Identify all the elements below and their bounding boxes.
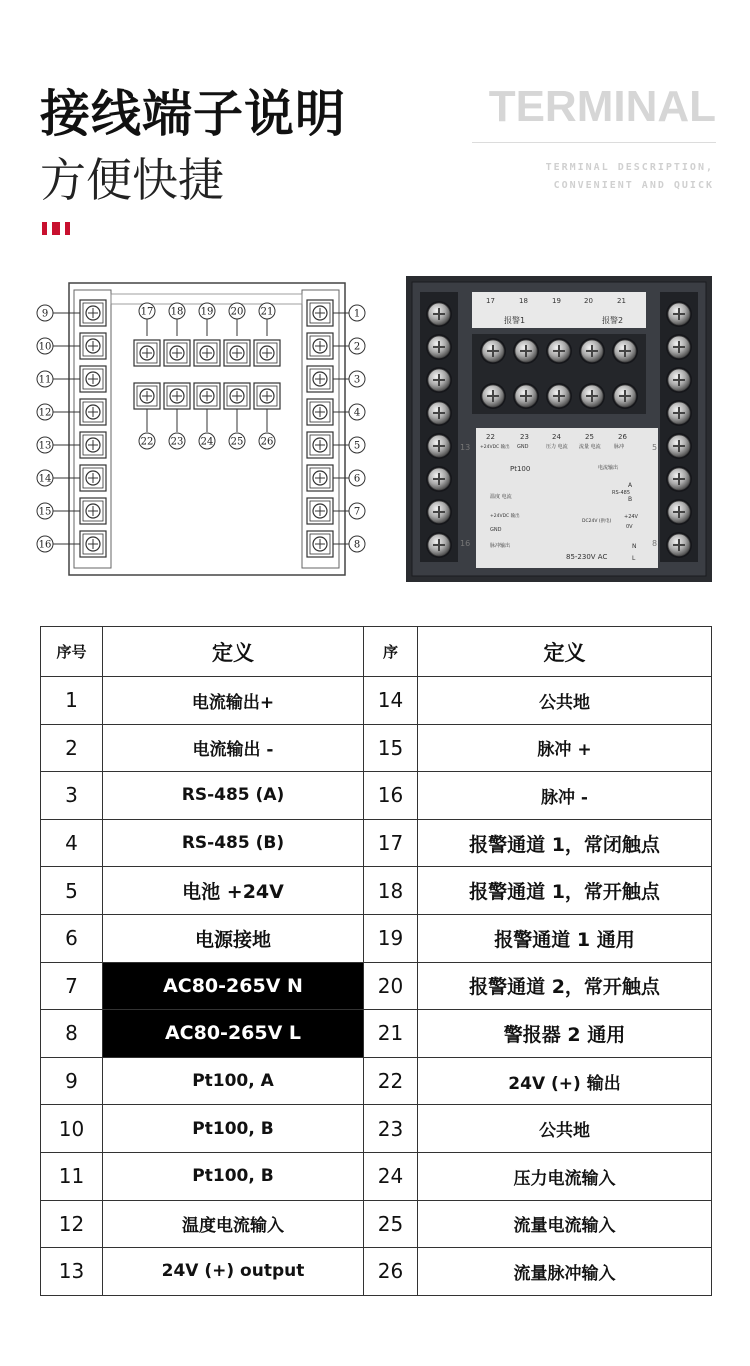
cell-index: 17 bbox=[364, 819, 418, 867]
cell-definition: 公共地 bbox=[418, 1105, 712, 1153]
photo-alarm2: 报警2 bbox=[602, 316, 624, 325]
terminal-number-23 bbox=[169, 433, 185, 449]
photo-screw-right bbox=[666, 301, 692, 327]
svg-text:7: 7 bbox=[353, 506, 361, 518]
photo-dc24v: DC24V (供电) bbox=[582, 519, 612, 524]
terminal-number-4 bbox=[349, 404, 365, 420]
photo-l: L bbox=[632, 555, 636, 562]
terminal-number-15 bbox=[37, 503, 53, 519]
cell-index: 13 bbox=[41, 1248, 103, 1296]
photo-gnd: GND bbox=[517, 444, 529, 450]
cell-definition: Pt100, A bbox=[103, 1057, 364, 1105]
terminal-number-3 bbox=[349, 371, 365, 387]
terminal-screw-10 bbox=[80, 333, 106, 359]
cell-index: 22 bbox=[364, 1057, 418, 1105]
svg-text:16: 16 bbox=[38, 539, 52, 551]
cell-definition: 报警通道 1，常闭触点 bbox=[418, 819, 712, 867]
terminal-number-25 bbox=[229, 433, 245, 449]
photo-a: A bbox=[628, 482, 633, 489]
photo-top-18: 18 bbox=[519, 297, 528, 305]
english-subtitle-line2: CONVENIENT AND QUICK bbox=[553, 180, 714, 191]
svg-text:2: 2 bbox=[353, 341, 361, 353]
terminal-screw-6 bbox=[307, 465, 333, 491]
cell-definition: Pt100, B bbox=[103, 1105, 364, 1153]
svg-text:26: 26 bbox=[260, 436, 274, 448]
svg-text:6: 6 bbox=[353, 473, 361, 485]
cell-index: 26 bbox=[364, 1248, 418, 1296]
table-row bbox=[41, 1057, 712, 1105]
terminal-number-17 bbox=[139, 303, 155, 319]
cell-index: 11 bbox=[41, 1152, 103, 1200]
cell-definition: 温度电流输入 bbox=[103, 1200, 364, 1248]
terminal-screw-23 bbox=[164, 383, 190, 409]
cell-definition: 公共地 bbox=[418, 677, 712, 725]
terminal-screw-26 bbox=[254, 383, 280, 409]
terminal-number-13 bbox=[37, 437, 53, 453]
photo-screw-bottom-row bbox=[579, 383, 605, 409]
photo-24v-out: +24VDC 输出 bbox=[490, 514, 520, 519]
svg-text:9: 9 bbox=[41, 308, 49, 320]
terminal-screw-4 bbox=[307, 399, 333, 425]
title-divider bbox=[472, 142, 716, 143]
cell-definition: 24V (+) output bbox=[103, 1248, 364, 1296]
table-row bbox=[41, 1200, 712, 1248]
terminal-screw-14 bbox=[80, 465, 106, 491]
svg-text:15: 15 bbox=[38, 506, 52, 518]
terminal-screw-21 bbox=[254, 340, 280, 366]
terminal-screw-17 bbox=[134, 340, 160, 366]
photo-top-20: 20 bbox=[584, 297, 593, 305]
cell-index: 2 bbox=[41, 724, 103, 772]
photo-b: B bbox=[628, 496, 633, 503]
photo-panel-26: 26 bbox=[618, 433, 627, 441]
terminal-screw-3 bbox=[307, 366, 333, 392]
cell-definition: Pt100, B bbox=[103, 1152, 364, 1200]
photo-screw-right bbox=[666, 532, 692, 558]
photo-panel-23: 23 bbox=[520, 433, 529, 441]
cell-definition: 报警通道 1，常开触点 bbox=[418, 867, 712, 915]
cell-definition: 电池 +24V bbox=[103, 867, 364, 915]
photo-n: N bbox=[632, 543, 637, 550]
terminal-number-21 bbox=[259, 303, 275, 319]
photo-top-17: 17 bbox=[486, 297, 495, 305]
cell-index: 7 bbox=[41, 962, 103, 1010]
terminal-number-1 bbox=[349, 305, 365, 321]
cell-index: 20 bbox=[364, 962, 418, 1010]
terminal-number-7 bbox=[349, 503, 365, 519]
cell-definition: 24V (+) 输出 bbox=[418, 1057, 712, 1105]
photo-screw-left bbox=[426, 466, 452, 492]
table-row bbox=[41, 819, 712, 867]
terminal-screw-13 bbox=[80, 432, 106, 458]
table-row bbox=[41, 772, 712, 820]
photo-screw-right bbox=[666, 367, 692, 393]
cell-index: 16 bbox=[364, 772, 418, 820]
terminal-screw-7 bbox=[307, 498, 333, 524]
cell-definition: 流量脉冲输入 bbox=[418, 1248, 712, 1296]
photo-pulse-out: 脉冲输出 bbox=[490, 543, 511, 549]
svg-text:13: 13 bbox=[38, 440, 52, 452]
terminal-diagram bbox=[36, 280, 366, 580]
cell-index: 14 bbox=[364, 677, 418, 725]
photo-screw-bottom-row bbox=[612, 383, 638, 409]
svg-text:18: 18 bbox=[170, 306, 184, 318]
photo-screw-bottom-row bbox=[546, 383, 572, 409]
table-row bbox=[41, 914, 712, 962]
photo-screw-bottom-row bbox=[513, 383, 539, 409]
page-subtitle: 方便快捷 bbox=[40, 153, 224, 207]
svg-text:8: 8 bbox=[353, 539, 361, 551]
cell-definition: 脉冲 + bbox=[418, 724, 712, 772]
photo-top-19: 19 bbox=[552, 297, 561, 305]
cell-definition: 电源接地 bbox=[103, 914, 364, 962]
table-header-row bbox=[41, 627, 712, 677]
cell-index: 6 bbox=[41, 914, 103, 962]
photo-panel-24: 24 bbox=[552, 433, 561, 441]
terminal-number-6 bbox=[349, 470, 365, 486]
english-subtitle-line1: TERMINAL DESCRIPTION, bbox=[545, 162, 714, 173]
svg-text:11: 11 bbox=[38, 374, 52, 386]
header-index-2: 序 bbox=[364, 627, 418, 677]
table-row bbox=[41, 962, 712, 1010]
terminal-number-10 bbox=[37, 338, 53, 354]
photo-screw-top-row bbox=[579, 338, 605, 364]
terminal-screw-18 bbox=[164, 340, 190, 366]
photo-screw-left bbox=[426, 499, 452, 525]
photo-screw-top-row bbox=[480, 338, 506, 364]
terminal-number-19 bbox=[199, 303, 215, 319]
photo-side-5: 5 bbox=[652, 443, 658, 452]
photo-pt100: Pt100 bbox=[510, 465, 531, 473]
photo-pressure: 压力 电流 bbox=[546, 444, 568, 450]
header-index: 序号 bbox=[41, 627, 103, 677]
cell-definition-highlight: AC80-265V N bbox=[103, 962, 364, 1010]
terminal-number-18 bbox=[169, 303, 185, 319]
table-row bbox=[41, 1010, 712, 1058]
table-row bbox=[41, 1105, 712, 1153]
svg-text:17: 17 bbox=[140, 306, 154, 318]
cell-definition: 电流输出+ bbox=[103, 677, 364, 725]
photo-alarm1: 报警1 bbox=[504, 316, 526, 325]
photo-flow: 流量 电流 bbox=[579, 444, 601, 450]
terminal-screw-19 bbox=[194, 340, 220, 366]
photo-pulse: 脉冲 bbox=[614, 444, 625, 450]
svg-text:1: 1 bbox=[353, 308, 361, 320]
cell-index: 19 bbox=[364, 914, 418, 962]
photo-gnd2: GND bbox=[490, 527, 502, 533]
photo-screw-left bbox=[426, 301, 452, 327]
svg-text:21: 21 bbox=[260, 306, 274, 318]
svg-text:3: 3 bbox=[353, 374, 361, 386]
photo-screw-top-row bbox=[546, 338, 572, 364]
table-row bbox=[41, 1248, 712, 1296]
photo-screw-right bbox=[666, 400, 692, 426]
photo-screw-left bbox=[426, 400, 452, 426]
rear-panel-photo bbox=[406, 276, 712, 582]
cell-index: 21 bbox=[364, 1010, 418, 1058]
terminal-screw-9 bbox=[80, 300, 106, 326]
cell-index: 18 bbox=[364, 867, 418, 915]
header-definition-2: 定义 bbox=[418, 627, 712, 677]
cell-definition: RS-485 (B) bbox=[103, 819, 364, 867]
cell-index: 3 bbox=[41, 772, 103, 820]
cell-index: 25 bbox=[364, 1200, 418, 1248]
terminal-screw-25 bbox=[224, 383, 250, 409]
photo-0v: 0V bbox=[626, 524, 633, 530]
table-row bbox=[41, 867, 712, 915]
terminal-number-20 bbox=[229, 303, 245, 319]
terminal-number-24 bbox=[199, 433, 215, 449]
cell-index: 4 bbox=[41, 819, 103, 867]
english-title: TERMINAL bbox=[488, 82, 716, 131]
svg-text:14: 14 bbox=[38, 473, 52, 485]
terminal-screw-24 bbox=[194, 383, 220, 409]
terminal-screw-5 bbox=[307, 432, 333, 458]
photo-side-13: 13 bbox=[460, 443, 471, 452]
cell-index: 9 bbox=[41, 1057, 103, 1105]
terminal-screw-16 bbox=[80, 531, 106, 557]
cell-definition: 压力电流输入 bbox=[418, 1152, 712, 1200]
photo-panel-25: 25 bbox=[585, 433, 594, 441]
photo-rs485: RS-485 bbox=[612, 490, 630, 496]
svg-text:25: 25 bbox=[230, 436, 244, 448]
terminal-screw-12 bbox=[80, 399, 106, 425]
photo-screw-right bbox=[666, 334, 692, 360]
terminal-number-12 bbox=[37, 404, 53, 420]
photo-screw-left bbox=[426, 367, 452, 393]
svg-text:22: 22 bbox=[140, 436, 154, 448]
photo-side-16: 16 bbox=[460, 539, 471, 548]
svg-text:23: 23 bbox=[170, 436, 184, 448]
table-row bbox=[41, 1152, 712, 1200]
photo-plus24v: +24V bbox=[624, 514, 638, 520]
cell-index: 5 bbox=[41, 867, 103, 915]
terminal-screw-11 bbox=[80, 366, 106, 392]
cell-index: 23 bbox=[364, 1105, 418, 1153]
photo-screw-top-row bbox=[612, 338, 638, 364]
cell-definition-highlight: AC80-265V L bbox=[103, 1010, 364, 1058]
svg-text:24: 24 bbox=[200, 436, 214, 448]
cell-index: 8 bbox=[41, 1010, 103, 1058]
cell-index: 12 bbox=[41, 1200, 103, 1248]
svg-text:10: 10 bbox=[38, 341, 52, 353]
cell-definition: RS-485 (A) bbox=[103, 772, 364, 820]
cell-definition: 警报器 2 通用 bbox=[418, 1010, 712, 1058]
terminal-screw-20 bbox=[224, 340, 250, 366]
photo-panel-22: 22 bbox=[486, 433, 495, 441]
photo-temp: 温度 电流 bbox=[490, 494, 512, 500]
terminal-number-8 bbox=[349, 536, 365, 552]
photo-screw-left bbox=[426, 433, 452, 459]
cell-index: 15 bbox=[364, 724, 418, 772]
terminal-number-26 bbox=[259, 433, 275, 449]
accent-mark bbox=[42, 222, 70, 235]
cell-definition: 电流输出 - bbox=[103, 724, 364, 772]
svg-text:4: 4 bbox=[353, 407, 361, 419]
svg-text:5: 5 bbox=[353, 440, 361, 452]
svg-text:20: 20 bbox=[230, 306, 244, 318]
photo-screw-left bbox=[426, 334, 452, 360]
terminal-number-22 bbox=[139, 433, 155, 449]
photo-screw-left bbox=[426, 532, 452, 558]
terminal-number-5 bbox=[349, 437, 365, 453]
photo-top-21: 21 bbox=[617, 297, 626, 305]
terminal-number-14 bbox=[37, 470, 53, 486]
table-row bbox=[41, 677, 712, 725]
cell-definition: 脉冲 - bbox=[418, 772, 712, 820]
terminal-screw-1 bbox=[307, 300, 333, 326]
terminal-screw-8 bbox=[307, 531, 333, 557]
svg-text:12: 12 bbox=[38, 407, 52, 419]
cell-index: 10 bbox=[41, 1105, 103, 1153]
terminal-screw-22 bbox=[134, 383, 160, 409]
photo-screw-bottom-row bbox=[480, 383, 506, 409]
photo-screw-right bbox=[666, 433, 692, 459]
terminal-number-9 bbox=[37, 305, 53, 321]
header-definition: 定义 bbox=[103, 627, 364, 677]
svg-text:19: 19 bbox=[200, 306, 214, 318]
cell-definition: 流量电流输入 bbox=[418, 1200, 712, 1248]
page-title: 接线端子说明 bbox=[40, 85, 346, 143]
cell-definition: 报警通道 2，常开触点 bbox=[418, 962, 712, 1010]
terminal-number-2 bbox=[349, 338, 365, 354]
photo-current-out: 电流输出 bbox=[598, 465, 619, 471]
cell-index: 24 bbox=[364, 1152, 418, 1200]
terminal-screw-15 bbox=[80, 498, 106, 524]
photo-screw-top-row bbox=[513, 338, 539, 364]
terminal-number-16 bbox=[37, 536, 53, 552]
terminal-screw-2 bbox=[307, 333, 333, 359]
terminal-number-11 bbox=[37, 371, 53, 387]
photo-ac: 85-230V AC bbox=[566, 553, 608, 561]
photo-screw-right bbox=[666, 499, 692, 525]
photo-side-8: 8 bbox=[652, 539, 658, 548]
cell-definition: 报警通道 1 通用 bbox=[418, 914, 712, 962]
table-row bbox=[41, 724, 712, 772]
photo-screw-right bbox=[666, 466, 692, 492]
terminal-definition-table bbox=[40, 626, 712, 1296]
photo-24vdc: +24VDC 输出 bbox=[480, 445, 510, 450]
cell-index: 1 bbox=[41, 677, 103, 725]
